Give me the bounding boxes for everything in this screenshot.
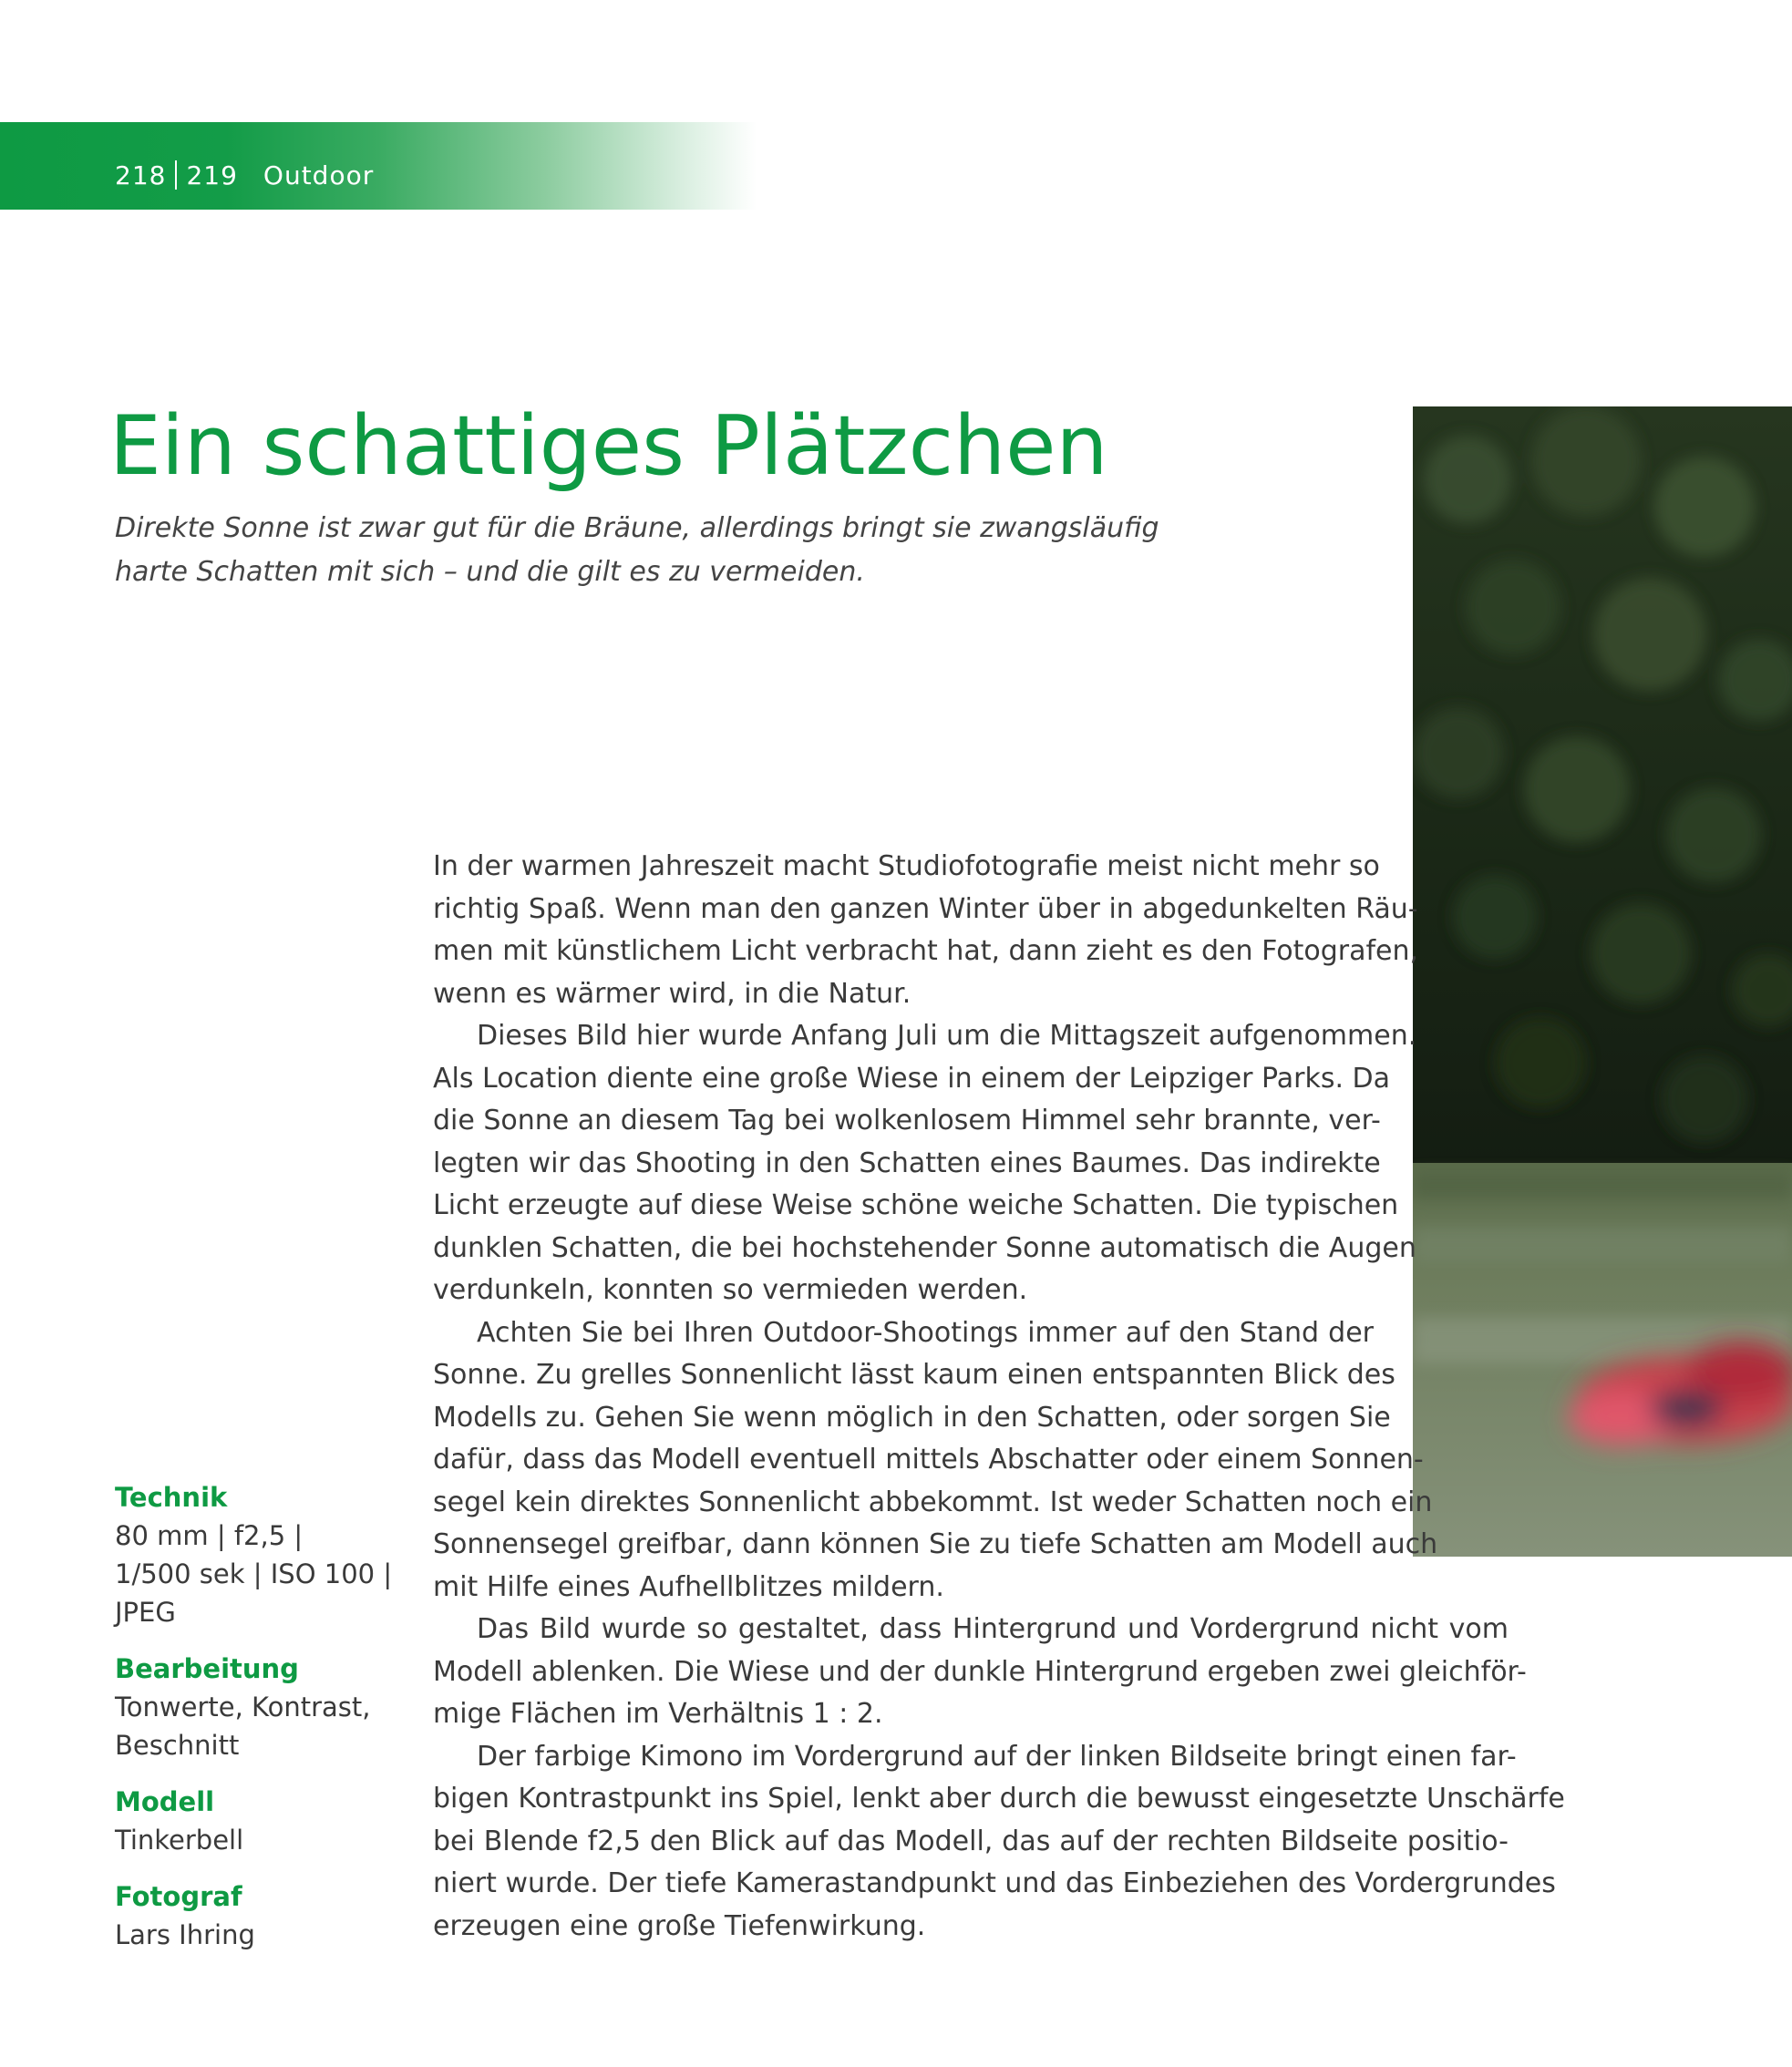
body-line: Sonnensegel greifbar, dann können Sie zu tiefe Schatten am Modell auch [433,1528,1438,1560]
body-text [433,846,1565,1948]
modell-value [115,1821,392,1859]
body-line: Sonne. Zu grelles Sonnenlicht lässt kaum einen entspannten Blick des [433,1359,1395,1391]
lead-paragraph [115,507,1159,594]
page-number-separator [175,160,177,190]
body-line: Modell ablenken. Die Wiese und der dunkle Hintergrund ergeben zwei gleichför- [433,1655,1527,1688]
body-narrow-block [433,846,1509,1609]
body-line: dunklen Schatten, die bei hochstehender Sonne automatisch die Augen [433,1231,1416,1264]
running-header [115,160,374,190]
body-line: Das Bild wurde so gestaltet, dass Hintergrund und Vordergrund nicht vom [477,1613,1509,1645]
body-line: erzeugen eine große Tiefenwirkung. [433,1909,926,1942]
bearbeitung-line: Beschnitt [115,1730,240,1761]
body-line: wenn es wärmer wird, in die Natur. [433,977,911,1010]
body-line: Dieses Bild hier wurde Anfang Juli um die Mittagszeit aufgenommen. [477,1020,1417,1052]
body-line: Der farbige Kimono im Vordergrund auf der linken Bildseite bringt einen far- [477,1740,1517,1773]
bearbeitung-value [115,1688,392,1764]
page-number-right: 219 [186,160,238,190]
body-line: men mit künstlichem Licht verbracht hat, dann zieht es den Fotografen, [433,935,1419,967]
body-line: mige Flächen im Verhältnis 1 : 2. [433,1698,883,1730]
bearbeitung-label: Bearbeitung [115,1653,299,1684]
lead-line: Direkte Sonne ist zwar gut für die Bräune, allerdings bringt sie zwangsläufig [115,512,1159,544]
technik-line: 80 mm | f2,5 | [115,1520,304,1551]
modell-group [115,1783,392,1859]
fotograf-label: Fotograf [115,1881,242,1912]
body-line: bigen Kontrastpunkt ins Spiel, lenkt aber durch die bewusst eingesetzte Unschärfe [433,1783,1565,1815]
technik-label: Technik [115,1482,228,1513]
body-line: richtig Spaß. Wenn man den ganzen Winter über in abgedunkelten Räu- [433,892,1418,925]
body-line: Achten Sie bei Ihren Outdoor-Shootings immer auf den Stand der [477,1316,1374,1349]
header-bar [0,122,757,210]
body-line: niert wurde. Der tiefe Kamerastandpunkt und das Einbeziehen des Vordergrundes [433,1867,1556,1899]
fotograf-group [115,1877,392,1954]
body-line: Als Location diente eine große Wiese in einem der Leipziger Parks. Da [433,1062,1390,1095]
lead-line: harte Schatten mit sich – und die gilt es zu vermeiden. [115,556,865,588]
technik-group [115,1478,392,1631]
article-title: Ein schattiges Plätzchen [109,398,1108,494]
body-line: dafür, dass das Modell eventuell mittels Abschatter oder einem Sonnen- [433,1444,1424,1476]
technik-line: 1/500 sek | ISO 100 | [115,1558,393,1589]
technik-line: JPEG [115,1597,176,1628]
body-line: mit Hilfe eines Aufhellblitzes mildern. [433,1570,944,1603]
body-line: legten wir das Shooting in den Schatten eines Baumes. Das indirekte [433,1147,1381,1179]
bearbeitung-group [115,1650,392,1764]
bearbeitung-line: Tonwerte, Kontrast, [115,1692,371,1722]
page-number-left: 218 [115,160,167,190]
body-line: In der warmen Jahreszeit macht Studiofotografie meist nicht mehr so [433,850,1380,882]
body-line: bei Blende f2,5 den Blick auf das Modell, das auf der rechten Bildseite positio- [433,1825,1509,1857]
modell-name: Tinkerbell [115,1825,244,1856]
photo-info-sidebar [115,1478,392,1972]
body-line: segel kein direktes Sonnenlicht abbekommt. Ist weder Schatten noch ein [433,1486,1433,1518]
section-label: Outdoor [263,160,375,190]
fotograf-name: Lars Ihring [115,1919,255,1950]
body-line: Modells zu. Gehen Sie wenn möglich in den Schatten, oder sorgen Sie [433,1401,1391,1434]
body-line: Licht erzeugte auf diese Weise schöne weiche Schatten. Die typischen [433,1189,1399,1221]
technik-value [115,1517,392,1631]
modell-label: Modell [115,1786,215,1817]
body-line: verdunkeln, konnten so vermieden werden. [433,1274,1028,1306]
fotograf-value [115,1916,392,1954]
body-wide-block [433,1609,1565,1948]
body-line: die Sonne an diesem Tag bei wolkenlosem Himmel sehr brannte, ver- [433,1105,1381,1136]
